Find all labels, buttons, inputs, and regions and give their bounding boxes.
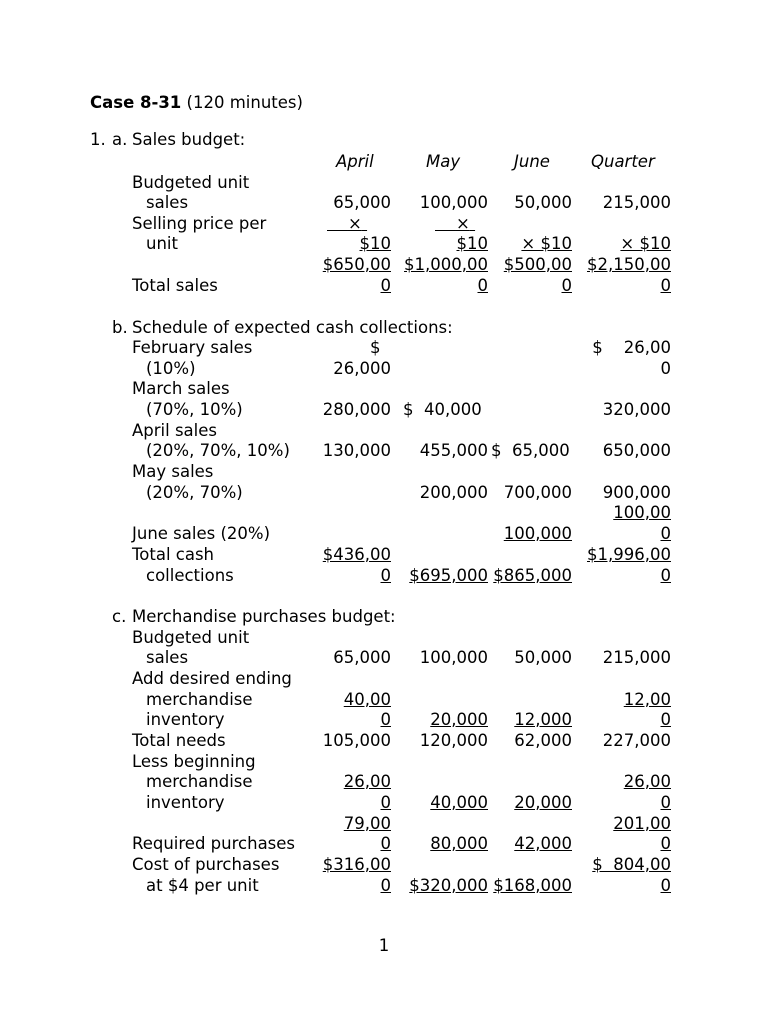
cell-quarter: $ 804,00 xyxy=(592,855,671,874)
row-label: Less beginning xyxy=(132,752,256,771)
cell-may: 0 xyxy=(477,276,488,295)
cell-quarter: 0 xyxy=(660,710,671,729)
row-label: sales xyxy=(146,193,189,212)
cell-april: 0 xyxy=(380,710,391,729)
cell-june: 42,000 xyxy=(514,834,572,853)
row-label: Add desired ending xyxy=(132,669,292,688)
cell-may: 40,000 xyxy=(430,793,488,812)
row-label: sales xyxy=(146,648,189,667)
row-label: collections xyxy=(146,566,234,585)
cell-april: 26,000 xyxy=(333,359,391,378)
row-label: April sales xyxy=(132,421,217,440)
cell-may: $10 xyxy=(456,234,488,253)
cell-april: $650,00 xyxy=(322,255,391,274)
cell-may: $ 40,000 xyxy=(403,400,482,419)
cell-quarter: $ 26,00 xyxy=(592,338,671,357)
row-label: February sales xyxy=(132,338,253,357)
purchases-budget-heading: Merchandise purchases budget: xyxy=(132,607,396,626)
row-label: inventory xyxy=(146,710,225,729)
cell-april: 0 xyxy=(380,793,391,812)
case-number: Case 8-31 xyxy=(90,93,182,112)
row-label: May sales xyxy=(132,462,214,481)
cell-quarter: 0 xyxy=(660,834,671,853)
cell-quarter: 201,00 xyxy=(613,814,671,833)
cell-april: 26,00 xyxy=(343,772,391,791)
row-label: (70%, 10%) xyxy=(146,400,243,419)
cell-quarter: 215,000 xyxy=(602,193,671,212)
cell-may: $695,000 xyxy=(409,566,488,585)
cell-june: $865,000 xyxy=(493,566,572,585)
cell-quarter: $2,150,00 xyxy=(587,255,671,274)
row-label: (10%) xyxy=(146,359,196,378)
case-title xyxy=(90,93,303,113)
cell-may: 120,000 xyxy=(419,731,488,750)
cell-april: 79,00 xyxy=(343,814,391,833)
section-letter-c: c. xyxy=(112,607,127,626)
page-number: 1 xyxy=(378,936,390,955)
cell-may: 80,000 xyxy=(430,834,488,853)
cell-june: $168,000 xyxy=(493,876,572,895)
cell-june: × $10 xyxy=(521,234,572,253)
row-label: (20%, 70%, 10%) xyxy=(146,441,290,460)
row-label: merchandise xyxy=(146,690,253,709)
cell-june: 100,000 xyxy=(503,524,572,543)
cell-quarter: 0 xyxy=(660,524,671,543)
cell-april: $ xyxy=(370,338,381,357)
sales-budget-heading: Sales budget: xyxy=(132,130,246,149)
row-label: unit xyxy=(146,234,178,253)
cell-june: 62,000 xyxy=(514,731,572,750)
cell-april: $316,00 xyxy=(322,855,391,874)
row-label: Cost of purchases xyxy=(132,855,280,874)
column-header-june: June xyxy=(514,152,550,171)
row-label: March sales xyxy=(132,379,230,398)
cell-may: 100,000 xyxy=(419,193,488,212)
row-label: Required purchases xyxy=(132,834,296,853)
section-letter-b: b. xyxy=(112,318,128,337)
column-header-quarter: Quarter xyxy=(591,152,655,171)
cell-may: 200,000 xyxy=(419,483,488,502)
cell-april: 0 xyxy=(380,566,391,585)
cell-may: 455,000 xyxy=(419,441,488,460)
cell-quarter: 0 xyxy=(660,793,671,812)
cell-quarter: 12,00 xyxy=(623,690,671,709)
row-label: Total sales xyxy=(132,276,218,295)
cell-april: $10 xyxy=(359,234,391,253)
cell-quarter: 650,000 xyxy=(602,441,671,460)
cell-quarter: 215,000 xyxy=(602,648,671,667)
column-header-april: April xyxy=(336,152,374,171)
cell-april: 280,000 xyxy=(322,400,391,419)
cell-april xyxy=(327,214,367,234)
cell-quarter: 26,00 xyxy=(623,772,671,791)
cell-june: 20,000 xyxy=(514,793,572,812)
cell-april: 0 xyxy=(380,834,391,853)
cell-june: 50,000 xyxy=(514,193,572,212)
cell-june: 700,000 xyxy=(503,483,572,502)
cell-may: 20,000 xyxy=(430,710,488,729)
cash-schedule-heading: Schedule of expected cash collections: xyxy=(132,318,453,337)
cell-may: $320,000 xyxy=(409,876,488,895)
row-label: Budgeted unit xyxy=(132,628,250,647)
cell-may: 100,000 xyxy=(419,648,488,667)
cell-quarter: × $10 xyxy=(620,234,671,253)
cell-june: $500,00 xyxy=(503,255,572,274)
cell-april: 130,000 xyxy=(322,441,391,460)
cell-quarter: 0 xyxy=(660,876,671,895)
case-duration: (120 minutes) xyxy=(186,93,303,112)
row-label: Selling price per xyxy=(132,214,267,233)
cell-may xyxy=(435,214,475,234)
cell-april: 65,000 xyxy=(333,648,391,667)
cell-quarter: 227,000 xyxy=(602,731,671,750)
cell-june: 12,000 xyxy=(514,710,572,729)
cell-june: $ 65,000 xyxy=(491,441,570,460)
cell-quarter: 0 xyxy=(660,359,671,378)
row-label: at $4 per unit xyxy=(146,876,259,895)
row-label: inventory xyxy=(146,793,225,812)
cell-april: 65,000 xyxy=(333,193,391,212)
cell-quarter: 900,000 xyxy=(602,483,671,502)
cell-april: 40,00 xyxy=(343,690,391,709)
cell-april: 105,000 xyxy=(322,731,391,750)
cell-quarter: 0 xyxy=(660,276,671,295)
cell-june: 0 xyxy=(561,276,572,295)
row-label: Total needs xyxy=(132,731,226,750)
cell-quarter: $1,996,00 xyxy=(587,545,671,564)
row-label: June sales (20%) xyxy=(132,524,271,543)
cell-may: $1,000,00 xyxy=(404,255,488,274)
row-label: merchandise xyxy=(146,772,253,791)
cell-april: $436,00 xyxy=(322,545,391,564)
multiply-sign: × xyxy=(347,214,362,233)
cell-june: 50,000 xyxy=(514,648,572,667)
cell-april: 0 xyxy=(380,876,391,895)
cell-april: 0 xyxy=(380,276,391,295)
part-number: 1. xyxy=(90,130,106,149)
column-header-may: May xyxy=(426,152,461,171)
section-letter-a: a. xyxy=(112,130,128,149)
row-label: (20%, 70%) xyxy=(146,483,243,502)
cell-quarter: 0 xyxy=(660,566,671,585)
multiply-sign: × xyxy=(455,214,470,233)
row-label: Total cash xyxy=(132,545,215,564)
cell-quarter: 100,00 xyxy=(613,503,671,522)
row-label: Budgeted unit xyxy=(132,173,250,192)
cell-quarter: 320,000 xyxy=(602,400,671,419)
